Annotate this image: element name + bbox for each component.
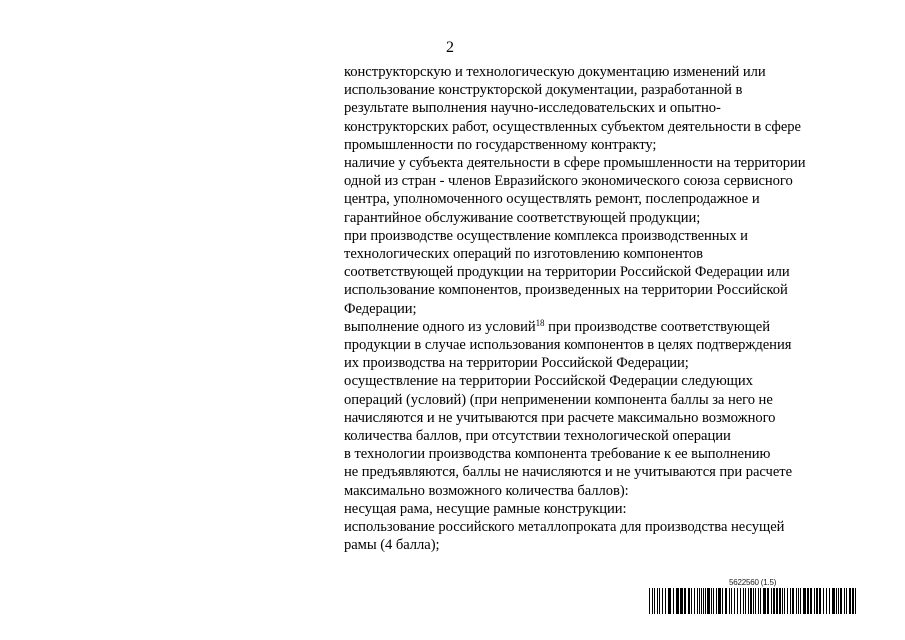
barcode	[649, 588, 856, 614]
text-line: количества баллов, при отсутствии технологической операции	[344, 428, 731, 445]
barcode-bar	[849, 588, 851, 614]
text-line: использование конструкторской документации, разработанной в	[344, 82, 743, 99]
barcode-bar	[798, 588, 799, 614]
barcode-bar	[652, 588, 653, 614]
barcode-bar	[787, 588, 788, 614]
text-line: в технологии производства компонента требование к ее выполнению	[344, 446, 771, 463]
barcode-bar	[722, 588, 723, 614]
page-number: 2	[446, 39, 454, 56]
barcode-bar	[753, 588, 754, 614]
footnote-line-text-before: выполнение одного из условий	[344, 318, 536, 335]
barcode-bar	[810, 588, 812, 614]
text-line: продукции в случае использования компонентов в целях подтверждения	[344, 337, 792, 354]
barcode-bar	[731, 588, 732, 614]
barcode-bar	[760, 588, 761, 614]
barcode-bar	[684, 588, 686, 614]
barcode-bar	[725, 588, 727, 614]
barcode-bar	[718, 588, 721, 614]
barcode-bar	[743, 588, 744, 614]
barcode-bar	[829, 588, 830, 614]
barcode-bar	[729, 588, 730, 614]
footnote-line-text-after: при производстве соответствующей	[544, 318, 770, 335]
barcode-bar	[844, 588, 845, 614]
text-line: осуществление на территории Российской Федерации следующих	[344, 373, 753, 390]
barcode-bar	[711, 588, 712, 614]
barcode-bar	[840, 588, 842, 614]
barcode-bar	[697, 588, 698, 614]
text-line: начисляются и не учитываются при расчете максимально возможного	[344, 409, 776, 426]
barcode-bar	[734, 588, 735, 614]
text-line: гарантийное обслуживание соответствующей продукции;	[344, 209, 701, 226]
barcode-bar	[758, 588, 759, 614]
text-line: операций (условий) (при неприменении компонента баллы за него не	[344, 391, 773, 408]
text-line: максимально возможного количества баллов):	[344, 482, 629, 499]
barcode-bar	[654, 588, 655, 614]
text-line: центра, уполномоченного осуществлять ремонт, послепродажное и	[344, 191, 760, 208]
barcode-bar	[750, 588, 752, 614]
text-line: не предъявляются, баллы не начисляются и не учитываются при расчете	[344, 464, 793, 481]
barcode-bar	[745, 588, 746, 614]
barcode-bar	[814, 588, 815, 614]
barcode-bar	[800, 588, 801, 614]
barcode-bar	[740, 588, 741, 614]
barcode-bar	[838, 588, 839, 614]
barcode-bar	[832, 588, 835, 614]
barcode-bar	[716, 588, 717, 614]
barcode-bar	[784, 588, 785, 614]
barcode-bar	[665, 588, 666, 614]
barcode-bar	[803, 588, 806, 614]
barcode-bar	[776, 588, 778, 614]
barcode-bar	[676, 588, 679, 614]
barcode-bar	[649, 588, 650, 614]
barcode-bar	[668, 588, 671, 614]
barcode-bar	[836, 588, 837, 614]
barcode-bar	[659, 588, 660, 614]
text-line: технологических операций по изготовлению компонентов	[344, 246, 703, 263]
barcode-bar	[763, 588, 766, 614]
text-line: промышленности по государственному контракту;	[344, 136, 657, 153]
barcode-bar	[701, 588, 702, 614]
barcode-bar	[688, 588, 690, 614]
barcode-bar	[826, 588, 827, 614]
barcode-bar	[816, 588, 818, 614]
barcode-bar	[755, 588, 756, 614]
barcode-bar	[771, 588, 772, 614]
barcode-bar	[855, 588, 856, 614]
barcode-bar	[790, 588, 791, 614]
barcode-bar	[705, 588, 706, 614]
document-body	[344, 63, 834, 554]
text-line: использование российского металлопроката для производства несущей	[344, 519, 785, 536]
text-line: использование компонентов, произведенных на территории Российской	[344, 282, 788, 299]
barcode-bar	[703, 588, 704, 614]
barcode-bar	[713, 588, 714, 614]
barcode-bar	[779, 588, 781, 614]
text-line: конструкторских работ, осуществленных субъектом деятельности в сфере	[344, 118, 801, 135]
text-line-with-footnote	[344, 318, 834, 336]
barcode-bar	[852, 588, 854, 614]
barcode-bar	[673, 588, 674, 614]
text-line: наличие у субъекта деятельности в сфере промышленности на территории	[344, 155, 806, 172]
text-line: одной из стран - членов Евразийского экономического союза сервисного	[344, 173, 793, 190]
barcode-bar	[699, 588, 700, 614]
text-line: соответствующей продукции на территории Российской Федерации или	[344, 264, 790, 281]
text-line: результате выполнения научно-исследовательских и опытно-	[344, 100, 721, 117]
barcode-bar	[807, 588, 809, 614]
barcode-bar	[796, 588, 797, 614]
text-line: рамы (4 балла);	[344, 537, 440, 554]
text-line: их производства на территории Российской Федерации;	[344, 355, 689, 372]
barcode-bar	[819, 588, 821, 614]
barcode-bar	[737, 588, 738, 614]
barcode-bar	[707, 588, 710, 614]
barcode-bar	[657, 588, 658, 614]
text-line: конструкторскую и технологическую документацию изменений или	[344, 64, 766, 80]
footnote-reference[interactable]: 18	[535, 317, 545, 328]
barcode-bar	[823, 588, 824, 614]
text-line: Федерации;	[344, 300, 417, 317]
text-line: несущая рама, несущие рамные конструкции:	[344, 500, 627, 517]
barcode-bar	[846, 588, 847, 614]
barcode-bar	[691, 588, 692, 614]
barcode-bar	[767, 588, 769, 614]
barcode-bar	[792, 588, 794, 614]
barcode-bar	[680, 588, 683, 614]
barcode-bar	[748, 588, 749, 614]
text-line: при производстве осуществление комплекса производственных и	[344, 227, 748, 244]
barcode-bar	[782, 588, 783, 614]
barcode-bar	[773, 588, 775, 614]
barcode-caption: 5622560 (1.5)	[729, 578, 777, 587]
barcode-bar	[694, 588, 695, 614]
barcode-bar	[662, 588, 663, 614]
